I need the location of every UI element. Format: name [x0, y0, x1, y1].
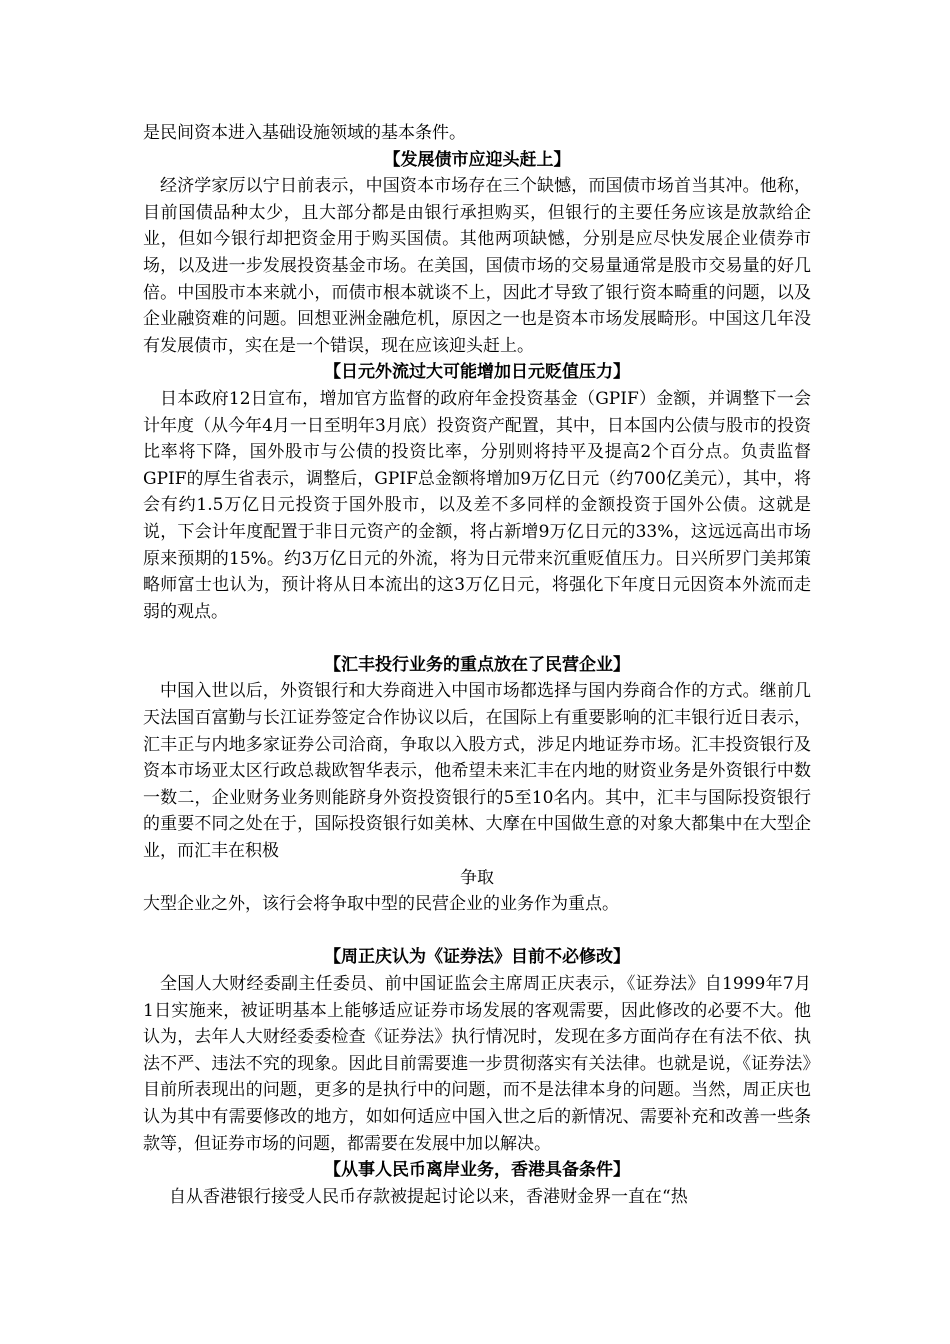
section-heading-yen-outflow: 【日元外流过大可能增加日元贬值压力】: [324, 362, 630, 383]
section-body-hsbc-tail: 大型企业之外，该行会将争取中型的民营企业的业务作为重点。: [143, 894, 619, 915]
section-heading-hsbc: 【汇丰投行业务的重点放在了民营企业】: [324, 654, 630, 675]
section-heading-bond-market: 【发展债市应迎头赶上】: [383, 149, 571, 170]
section-body-hsbc-break: 争取: [460, 867, 494, 888]
section-heading-securities-law: 【周正庆认为《证券法》目前不必修改】: [324, 947, 630, 968]
document-page: [143, 120, 811, 1210]
section-body-rmb-offshore: 自从香港银行接受人民币存款被提起讨论以来，香港财金界一直在“热: [169, 1186, 688, 1207]
section-body-yen-outflow: 日本政府12日宣布，增加官方监督的政府年金投资基金（GPIF）金额，并调整下一会计年度（从今年4月一日至明年3月底）投资资产配置，其中，日本国内公债与股市的投资比率将下降，国外股市与公债的投资比率，分别则将持平及提高2个百分点。负责监督GPIF的厚生省表示，调整后，GPIF总金额将增加9万亿日元（约700亿美元），其中，将会有约1.5万亿日元投资于国外股市，以及差不多同样的金额投资于国外公债。这就是说，下会计年度配置于非日元资产的金额，将占新增9万亿日元的33%，这远远高出市场原来预期的15%。约3万亿日元的外流，将为日元带来沉重贬值压力。日兴所罗门美邦策略师富士也认为，预计将从日本流出的这3万亿日元，将强化下年度日元因资本外流而走弱的观点。: [143, 388, 811, 622]
blank-line: [143, 918, 811, 945]
section-body-bond-market: 经济学家厉以宁日前表示，中国资本市场存在三个缺憾，而国债市场首当其冲。他称，目前国债品种太少，且大部分都是由银行承担购买，但银行的主要任务应该是放款给企业，但如今银行却把资金用于购买国债。其他两项缺憾，分别是应尽快发展企业债券市场，以及进一步发展投资基金市场。在美国，国债市场的交易量通常是股市交易量的好几倍。中国股市本来就小，而债市根本就谈不上，因此才导致了银行资本畸重的问题，以及企业融资难的问题。回想亚洲金融危机，原因之一也是资本市场发展畸形。中国这几年没有发展债市，实在是一个错误，现在应该迎头赶上。: [143, 176, 811, 356]
lead-line: 是民间资本进入基础设施领域的基本条件。: [143, 123, 466, 143]
section-heading-rmb-offshore: 【从事人民币离岸业务，香港具备条件】: [324, 1160, 630, 1181]
blank-line: [143, 625, 811, 652]
section-body-hsbc: 中国入世以后，外资银行和大券商进入中国市场都选择与国内券商合作的方式。继前几天法国百富勤与长江证券签定合作协议以后，在国际上有重要影响的汇丰银行近日表示，汇丰正与内地多家证券公司洽商，争取以入股方式，涉足内地证券市场。汇丰投资银行及资本市场亚太区行政总裁欧智华表示，他希望未来汇丰在内地的财资业务是外资银行中数一数二，企业财务业务则能跻身外资投资银行的5至10名内。其中，汇丰与国际投资银行的重要不同之处在于，国际投资银行如美林、大摩在中国做生意的对象大都集中在大型企业，而汇丰在积极: [143, 681, 811, 862]
section-body-securities-law: 全国人大财经委副主任委员、前中国证监会主席周正庆表示，《证券法》自1999年7月1日实施来，被证明基本上能够适应证券市场发展的客观需要，因此修改的必要不大。他认为，去年人大财经委委检查《证券法》执行情况时，发现在多方面尚存在有法不依、执法不严、违法不究的现象。因此目前需要進一步贯彻落实有关法律。也就是说，《证券法》目前所表现出的问题，更多的是执行中的问题，而不是法律本身的问题。当然，周正庆也认为其中有需要修改的地方，如如何适应中国入世之后的新情况、需要补充和改善一些条款等，但证券市场的问题，都需要在发展中加以解决。: [143, 974, 811, 1154]
